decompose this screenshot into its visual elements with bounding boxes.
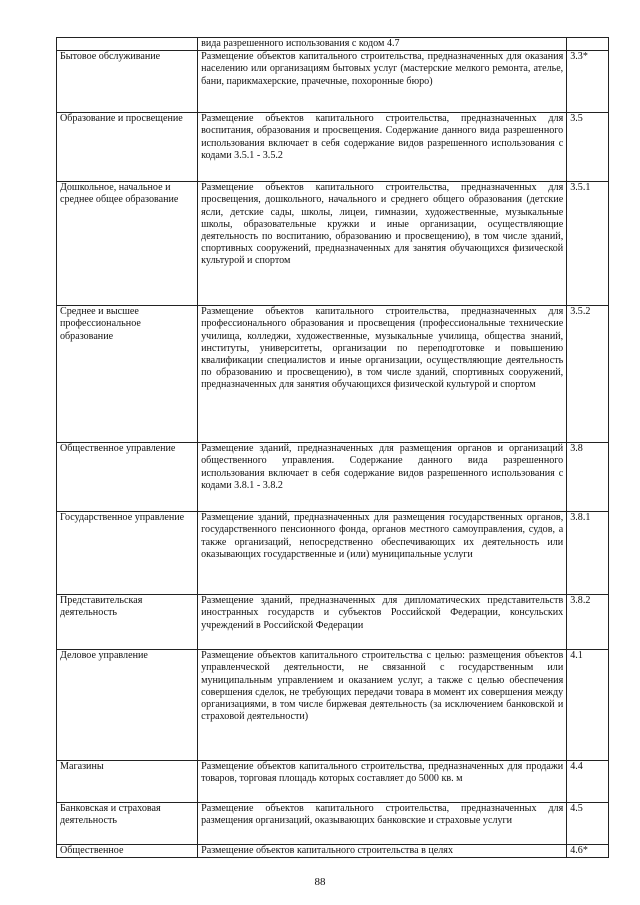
land-use-table	[56, 37, 609, 858]
use-code-cell: 3.5.1	[567, 182, 609, 306]
use-description-cell: Размещение объектов капитального строительства, предназначенных для продажи товаров, торговая площадь которых составляет до 5000 кв. м	[198, 761, 567, 803]
use-name-cell: Магазины	[57, 761, 198, 803]
use-description-cell: Размещение объектов капитального строительства, предназначенных для размещения организаций, оказывающих банковские и страховые услуги	[198, 803, 567, 845]
use-code-cell: 4.5	[567, 803, 609, 845]
use-code-cell: 3.8.1	[567, 512, 609, 595]
use-description-cell: Размещение зданий, предназначенных для дипломатических представительств иностранных государств и субъектов Российской Федерации, консульских учреждений в Российской Федерации	[198, 595, 567, 650]
table-row	[57, 803, 609, 845]
use-code-cell: 4.1	[567, 650, 609, 761]
use-code-cell: 3.8.2	[567, 595, 609, 650]
use-description-cell: Размещение объектов капитального строительства в целях	[198, 845, 567, 858]
use-name-cell: Общественное	[57, 845, 198, 858]
use-code-cell: 3.5	[567, 113, 609, 182]
use-description-cell: Размещение объектов капитального строительства, предназначенных для профессионального образования и просвещения (профессиональные технические училища, колледжи, художественные, музыкальные училища, общества знаний, институты, университеты, организации по переподготовке и повышению квалификации специалистов и иные организации, осуществляющие деятельность по образованию и просвещению), в том числе зданий, спортивных сооружений, предназначенных для занятия обучающихся физической культурой и спортом	[198, 306, 567, 443]
use-name-cell: Деловое управление	[57, 650, 198, 761]
table-row	[57, 443, 609, 512]
table-row	[57, 306, 609, 443]
use-name-cell: Общественное управление	[57, 443, 198, 512]
use-code-cell: 4.4	[567, 761, 609, 803]
use-description-cell: вида разрешенного использования с кодом 4.7	[198, 38, 567, 51]
use-name-cell: Государственное управление	[57, 512, 198, 595]
table-row	[57, 595, 609, 650]
table-row	[57, 512, 609, 595]
use-name-cell: Дошкольное, начальное и среднее общее образование	[57, 182, 198, 306]
use-description-cell: Размещение объектов капитального строительства с целью: размещения объектов управленческой деятельности, не связанной с государственным или муниципальным управлением и оказанием услуг, а также с целью обеспечения совершения сделок, не требующих передачи товара в момент их совершения между организациями, в том числе биржевая деятельность (за исключением банковской и страховой деятельности)	[198, 650, 567, 761]
use-name-cell	[57, 38, 198, 51]
table-row	[57, 650, 609, 761]
use-code-cell: 3.8	[567, 443, 609, 512]
page-number: 88	[314, 876, 326, 888]
use-code-cell	[567, 38, 609, 51]
use-code-cell: 3.3*	[567, 51, 609, 113]
use-description-cell: Размещение зданий, предназначенных для размещения органов и организаций общественного управления. Содержание данного вида разрешенного использования включает в себя содержание видов разрешенного использования с кодами 3.8.1 - 3.8.2	[198, 443, 567, 512]
table-row	[57, 113, 609, 182]
use-name-cell: Среднее и высшее профессиональное образование	[57, 306, 198, 443]
use-name-cell: Бытовое обслуживание	[57, 51, 198, 113]
use-description-cell: Размещение объектов капитального строительства, предназначенных для оказания населению или организациям бытовых услуг (мастерские мелкого ремонта, ателье, бани, парикмахерские, прачечные, похоронные бюро)	[198, 51, 567, 113]
use-code-cell: 4.6*	[567, 845, 609, 858]
use-name-cell: Образование и просвещение	[57, 113, 198, 182]
use-name-cell: Банковская и страховая деятельность	[57, 803, 198, 845]
use-name-cell: Представительская деятельность	[57, 595, 198, 650]
table-row	[57, 761, 609, 803]
use-code-cell: 3.5.2	[567, 306, 609, 443]
use-description-cell: Размещение зданий, предназначенных для размещения государственных органов, государственного пенсионного фонда, органов местного самоуправления, судов, а также организаций, непосредственно обеспечивающих их деятельность или оказывающих государственные и (или) муниципальные услуги	[198, 512, 567, 595]
table-row	[57, 182, 609, 306]
table-row	[57, 51, 609, 113]
use-description-cell: Размещение объектов капитального строительства, предназначенных для воспитания, образования и просвещения. Содержание данного вида разрешенного использования включает в себя содержание видов разрешенного использования с кодами 3.5.1 - 3.5.2	[198, 113, 567, 182]
table-row	[57, 845, 609, 858]
table-row	[57, 38, 609, 51]
table-body	[57, 38, 609, 858]
use-description-cell: Размещение объектов капитального строительства, предназначенных для просвещения, дошкольного, начального и среднего общего образования (детские ясли, детские сады, школы, лицеи, гимназии, художественные, музыкальные школы, образовательные кружки и иные организации, осуществляющие деятельность по воспитанию, образованию и просвещению), в том числе зданий, спортивных сооружений, предназначенных для занятия обучающихся физической культурой и спортом	[198, 182, 567, 306]
